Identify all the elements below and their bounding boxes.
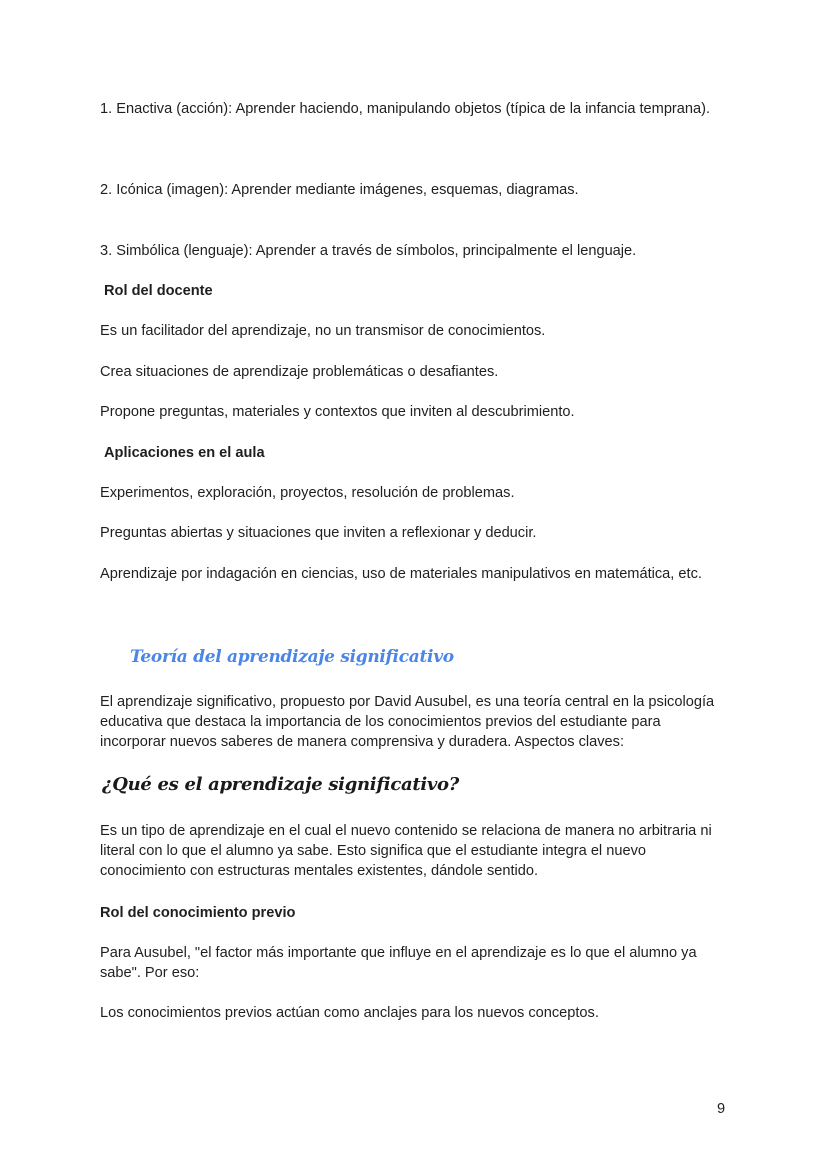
paragraph-experimentos: Experimentos, exploración, proyectos, resolución de problemas. bbox=[100, 485, 515, 501]
paragraph-preguntas-abiertas: Preguntas abiertas y situaciones que inviten a reflexionar y deducir. bbox=[100, 525, 537, 541]
paragraph-preguntas-materiales: Propone preguntas, materiales y contextos que inviten al descubrimiento. bbox=[100, 404, 575, 420]
paragraph-situaciones: Crea situaciones de aprendizaje problemáticas o desafiantes. bbox=[100, 364, 499, 380]
list-item-iconica: 2. Icónica (imagen): Aprender mediante imágenes, esquemas, diagramas. bbox=[100, 182, 579, 198]
section-heading-que-es: ¿Qué es el aprendizaje significativo? bbox=[102, 774, 460, 795]
section-heading-teoria: Teoría del aprendizaje significativo bbox=[130, 647, 454, 667]
paragraph-anclajes: Los conocimientos previos actúan como anclajes para los nuevos conceptos. bbox=[100, 1005, 599, 1021]
paragraph-teoria-intro: El aprendizaje significativo, propuesto por David Ausubel, es una teoría central en la psicología educativa que destaca la importancia de los conocimientos previos del estudiante para incorporar nuevos saberes de manera comprensiva y duradera. Aspectos claves: bbox=[100, 694, 715, 750]
section-heading-aplicaciones: Aplicaciones en el aula bbox=[104, 445, 265, 461]
paragraph-ausubel-cita: Para Ausubel, "el factor más importante que influye en el aprendizaje es lo que el alumno ya sabe". Por eso: bbox=[100, 945, 697, 981]
paragraph-indagacion: Aprendizaje por indagación en ciencias, uso de materiales manipulativos en matemática, etc. bbox=[100, 566, 702, 582]
paragraph-facilitador: Es un facilitador del aprendizaje, no un transmisor de conocimientos. bbox=[100, 323, 546, 339]
list-item-enactiva: 1. Enactiva (acción): Aprender haciendo, manipulando objetos (típica de la infancia temprana). bbox=[100, 101, 711, 117]
list-item-simbolica: 3. Simbólica (lenguaje): Aprender a través de símbolos, principalmente el lenguaje. bbox=[100, 243, 637, 259]
paragraph-que-es: Es un tipo de aprendizaje en el cual el nuevo contenido se relaciona de manera no arbitraria ni literal con lo que el alumno ya sabe. Esto significa que el estudiante integra el nuevo conocimiento con estructuras mentales existentes, dándole sentido. bbox=[100, 823, 712, 879]
section-heading-rol-docente: Rol del docente bbox=[104, 283, 213, 299]
page-number: 9 bbox=[717, 1101, 726, 1117]
section-heading-conocimiento-previo: Rol del conocimiento previo bbox=[100, 905, 296, 921]
